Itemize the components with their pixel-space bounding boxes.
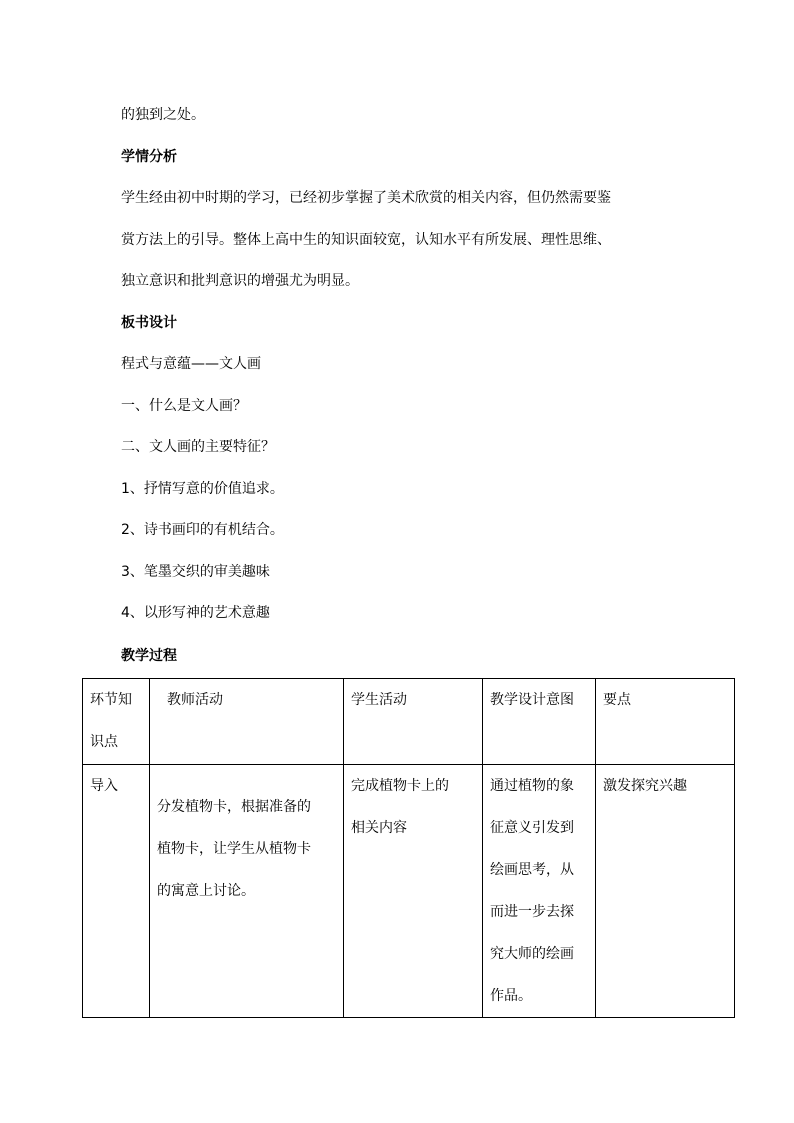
cell-keypoint [596,765,735,1018]
paragraph-line: 的独到之处。 [121,107,205,123]
header-text: 教师活动 [167,692,223,708]
heading-student-analysis: 学情分析 [121,149,177,165]
cell-text: 植物卡，让学生从植物卡 [157,841,311,857]
cell-text: 的寓意上讨论。 [157,883,255,899]
paragraph-line: 学生经由初中时期的学习，已经初步掌握了美术欣赏的相关内容，但仍然需要鉴 [121,190,611,206]
header-cell-section [83,679,150,765]
heading-board-design: 板书设计 [121,315,177,331]
board-item: 3、笔墨交织的审美趣味 [121,564,270,580]
header-text: 识点 [90,734,118,750]
header-text: 教学设计意图 [490,692,574,708]
cell-text: 导入 [90,778,118,794]
board-title: 程式与意蕴——文人画 [121,356,261,372]
header-text: 环节知 [90,692,132,708]
cell-text: 而进一步去探 [490,904,574,920]
board-item: 2、诗书画印的有机结合。 [121,522,284,538]
cell-text: 绘画思考，从 [490,862,574,878]
cell-student [344,765,483,1018]
board-item: 二、文人画的主要特征？ [121,439,275,455]
table-header-row [83,679,735,765]
paragraph-line: 独立意识和批判意识的增强尤为明显。 [121,273,359,289]
cell-text: 激发探究兴趣 [603,778,687,794]
cell-intent [483,765,596,1018]
header-text: 学生活动 [351,692,407,708]
cell-teacher [150,765,344,1018]
header-cell-student [344,679,483,765]
teaching-process-table [82,678,735,1018]
board-item: 1、抒情写意的价值追求。 [121,481,284,497]
board-item: 一、什么是文人画？ [121,398,247,414]
cell-text: 通过植物的象 [490,778,574,794]
header-cell-keypoint [596,679,735,765]
cell-text: 相关内容 [351,820,407,836]
cell-text: 分发植物卡，根据准备的 [157,799,311,815]
heading-teaching-process: 教学过程 [121,648,177,664]
header-cell-intent [483,679,596,765]
cell-text: 征意义引发到 [490,820,574,836]
paragraph-line: 赏方法上的引导。整体上高中生的知识面较宽，认知水平有所发展、理性思维、 [121,232,611,248]
cell-section [83,765,150,1018]
cell-text: 作品。 [490,988,532,1004]
cell-text: 完成植物卡上的 [351,778,449,794]
header-cell-teacher [150,679,344,765]
table-row [83,765,735,1018]
header-text: 要点 [603,692,631,708]
cell-text: 究大师的绘画 [490,946,574,962]
board-item: 4、以形写神的艺术意趣 [121,605,270,621]
